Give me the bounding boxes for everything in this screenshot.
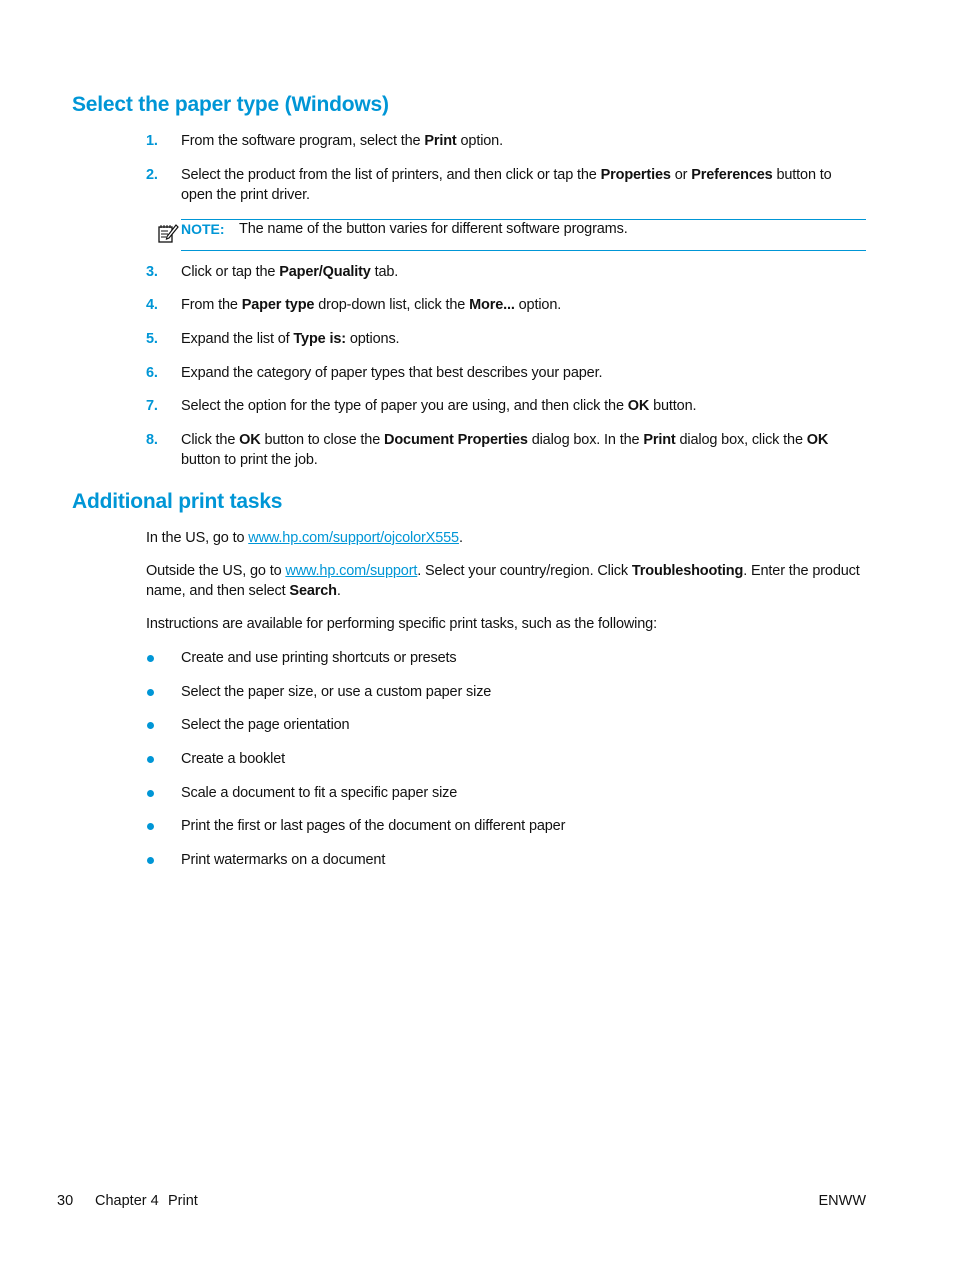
- bold-text: Print: [424, 133, 457, 149]
- bullet-dot-icon: [147, 756, 154, 763]
- text-run: option.: [456, 133, 503, 149]
- bold-text: Document Properties: [384, 432, 528, 448]
- bullet-dot-icon: [147, 689, 154, 696]
- text-run: Select the option for the type of paper you are using, and then click the: [181, 398, 628, 414]
- bold-text: OK: [806, 432, 829, 448]
- bold-text: Preferences: [691, 167, 773, 183]
- bullet-item: [146, 683, 866, 703]
- bullet-item: [146, 784, 866, 804]
- list-item: [146, 397, 866, 417]
- bold-text: Paper/Quality: [279, 264, 371, 280]
- bullet-dot-icon: [147, 655, 154, 662]
- bold-text: Troubleshooting: [631, 563, 744, 579]
- bold-text: Properties: [600, 167, 671, 183]
- step-text: [181, 364, 866, 384]
- text-run: In the US, go to: [146, 530, 249, 546]
- bullet-text: Create and use printing shortcuts or presets: [181, 650, 457, 666]
- bullet-item: [146, 649, 866, 669]
- bullet-item: [146, 716, 866, 736]
- footer-enww: ENWW: [818, 1193, 866, 1209]
- step-text: [181, 330, 866, 350]
- bold-text: OK: [627, 398, 650, 414]
- list-item: [146, 364, 866, 384]
- text-run: dialog box. In the: [527, 432, 644, 448]
- list-item: [146, 431, 866, 470]
- bullet-text: Scale a document to fit a specific paper size: [181, 785, 458, 801]
- text-run: From the: [181, 297, 242, 313]
- step-number: 1.: [146, 133, 158, 149]
- list-item: [146, 263, 866, 283]
- bold-text: Paper type: [241, 297, 315, 313]
- list-item: [146, 132, 866, 152]
- note-label: NOTE:: [181, 221, 225, 237]
- text-run: button to open the print driver.: [181, 167, 832, 203]
- step-text: [181, 263, 866, 283]
- text-run: or: [670, 167, 692, 183]
- text-run: dialog box, click the: [675, 432, 807, 448]
- text-run: drop-down list, click the: [314, 297, 470, 313]
- paragraph: [146, 529, 866, 549]
- bullet-text: Print the first or last pages of the document on different paper: [181, 818, 566, 834]
- step-number: 2.: [146, 167, 158, 183]
- text-run: Click the: [181, 432, 240, 448]
- footer-chapter-title: Print: [168, 1193, 198, 1209]
- text-run: Outside the US, go to: [146, 563, 286, 579]
- text-run: From the software program, select the: [181, 133, 425, 149]
- step-text: [181, 397, 866, 417]
- step-text: [181, 166, 866, 205]
- text-run: . Select your country/region. Click: [417, 563, 632, 579]
- paragraph: [146, 562, 866, 601]
- text-run: tab.: [370, 264, 399, 280]
- step-number: 5.: [146, 331, 158, 347]
- note-pencil-icon: [157, 222, 179, 244]
- note-box: [181, 219, 866, 251]
- bullet-dot-icon: [147, 857, 154, 864]
- bold-text: Type is:: [293, 331, 346, 347]
- text-run: Expand the category of paper types that best describes your paper.: [181, 365, 603, 381]
- support-link[interactable]: www.hp.com/support: [285, 563, 418, 579]
- bullet-dot-icon: [147, 790, 154, 797]
- text-run: button.: [649, 398, 697, 414]
- list-item: [146, 296, 866, 316]
- step-text: [181, 431, 866, 470]
- bullet-item: [146, 851, 866, 871]
- text-run: options.: [345, 331, 400, 347]
- step-number: 6.: [146, 365, 158, 381]
- text-run: option.: [514, 297, 562, 313]
- bullet-item: [146, 817, 866, 837]
- step-number: 4.: [146, 297, 158, 313]
- step-number: 3.: [146, 264, 158, 280]
- text-run: . Enter the product name, and then select: [146, 563, 860, 599]
- bullet-text: Select the page orientation: [181, 717, 350, 733]
- text-run: Select the product from the list of printers, and then click or tap the: [181, 167, 601, 183]
- footer-page-number: 30: [57, 1193, 74, 1209]
- text-run: Instructions are available for performing specific print tasks, such as the following:: [146, 616, 657, 632]
- support-link[interactable]: www.hp.com/support/ojcolorX555: [248, 530, 459, 546]
- note-text: The name of the button varies for different software programs.: [239, 221, 628, 237]
- list-item: [146, 330, 866, 350]
- text-run: Expand the list of: [181, 331, 294, 347]
- step-number: 7.: [146, 398, 158, 414]
- list-item: [146, 166, 866, 205]
- bullet-dot-icon: [147, 722, 154, 729]
- text-run: Click or tap the: [181, 264, 280, 280]
- bold-text: More...: [469, 297, 515, 313]
- text-run: .: [336, 582, 341, 599]
- bold-text: Search: [289, 582, 337, 599]
- bullet-text: Print watermarks on a document: [181, 852, 386, 868]
- bullet-text: Create a booklet: [181, 751, 285, 767]
- step-number: 8.: [146, 432, 158, 448]
- section-title-paper-type: Select the paper type (Windows): [72, 93, 389, 116]
- bold-text: OK: [239, 432, 261, 448]
- paragraph: [146, 615, 866, 635]
- bold-text: Print: [643, 432, 676, 448]
- text-run: .: [458, 530, 463, 546]
- step-text: [181, 132, 866, 152]
- bullet-text: Select the paper size, or use a custom paper size: [181, 684, 492, 700]
- footer-chapter: Chapter 4: [95, 1193, 159, 1209]
- step-text: [181, 296, 866, 316]
- text-run: button to print the job.: [181, 451, 318, 468]
- bullet-item: [146, 750, 866, 770]
- section-title-additional-tasks: Additional print tasks: [72, 490, 283, 513]
- text-run: button to close the: [260, 432, 385, 448]
- bullet-dot-icon: [147, 823, 154, 830]
